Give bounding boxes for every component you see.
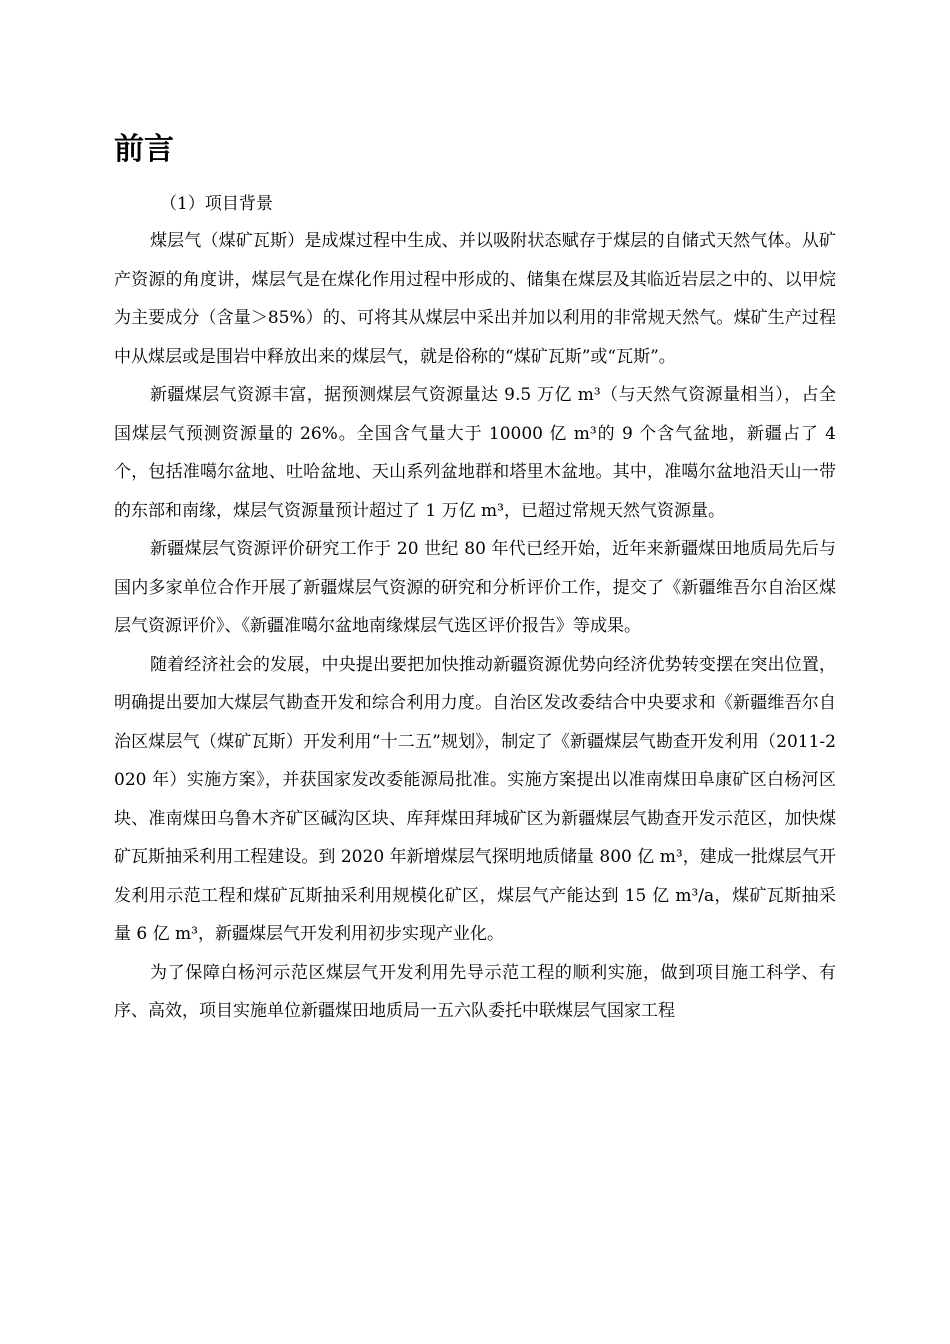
- section-heading: （1）项目背景: [160, 194, 273, 214]
- paragraph-development-policy: 随着经济社会的发展，中央提出要把加快推动新疆资源优势向经济优势转变摆在突出位置，明确提出要加大煤层气勘查开发和综合利用力度。自治区发改委结合中央要求和《新疆维吾尔自治区煤层气（煤矿瓦斯）开发利用“十二五”规划》，制定了《新疆煤层气勘查开发利用（2011-2020 年）实施方案》，并获国家发改委能源局批准。实施方案提出以准南煤田阜康矿区白杨河区块、准南煤田乌鲁木齐矿区碱沟区块、库拜煤田拜城矿区为新疆煤层气勘查开发示范区，加快煤矿瓦斯抽采利用工程建设。到 2020 年新增煤层气探明地质储量 800 亿 m³，建成一批煤层气开发利用示范工程和煤矿瓦斯抽采利用规模化矿区，煤层气产能达到 15 亿 m³/a，煤矿瓦斯抽采量 6 亿 m³，新疆煤层气开发利用初步实现产业化。: [114, 654, 836, 944]
- paragraph-coalbed-methane-definition: 煤层气（煤矿瓦斯）是成煤过程中生成、并以吸附状态赋存于煤层的自储式天然气体。从矿产资源的角度讲，煤层气是在煤化作用过程中形成的、储集在煤层及其临近岩层之中的、以甲烷为主要成分（含量＞85%）的、可将其从煤层中采出并加以利用的非常规天然气。煤矿生产过程中从煤层或是围岩中释放出来的煤层气，就是俗称的“煤矿瓦斯”或“瓦斯”。: [114, 231, 836, 367]
- document-body: [114, 186, 836, 1031]
- page-title: 前言: [114, 132, 174, 167]
- paragraph-project-purpose: 为了保障白杨河示范区煤层气开发利用先导示范工程的顺利实施，做到项目施工科学、有序、高效，项目实施单位新疆煤田地质局一五六队委托中联煤层气国家工程: [114, 962, 836, 1021]
- paragraph-evaluation-research: 新疆煤层气资源评价研究工作于 20 世纪 80 年代已经开始，近年来新疆煤田地质局先后与国内多家单位合作开展了新疆煤层气资源的研究和分析评价工作，提交了《新疆维吾尔自治区煤层气资源评价》、《新疆准噶尔盆地南缘煤层气选区评价报告》等成果。: [114, 539, 836, 636]
- paragraph-xinjiang-resources: 新疆煤层气资源丰富，据预测煤层气资源量达 9.5 万亿 m³（与天然气资源量相当），占全国煤层气预测资源量的 26%。全国含气量大于 10000 亿 m³的 9 个含气盆地，新疆占了 4 个，包括准噶尔盆地、吐哈盆地、天山系列盆地群和塔里木盆地。其中，准噶尔盆地沿天山一带的东部和南缘，煤层气资源量预计超过了 1 万亿 m³，已超过常规天然气资源量。: [114, 385, 836, 521]
